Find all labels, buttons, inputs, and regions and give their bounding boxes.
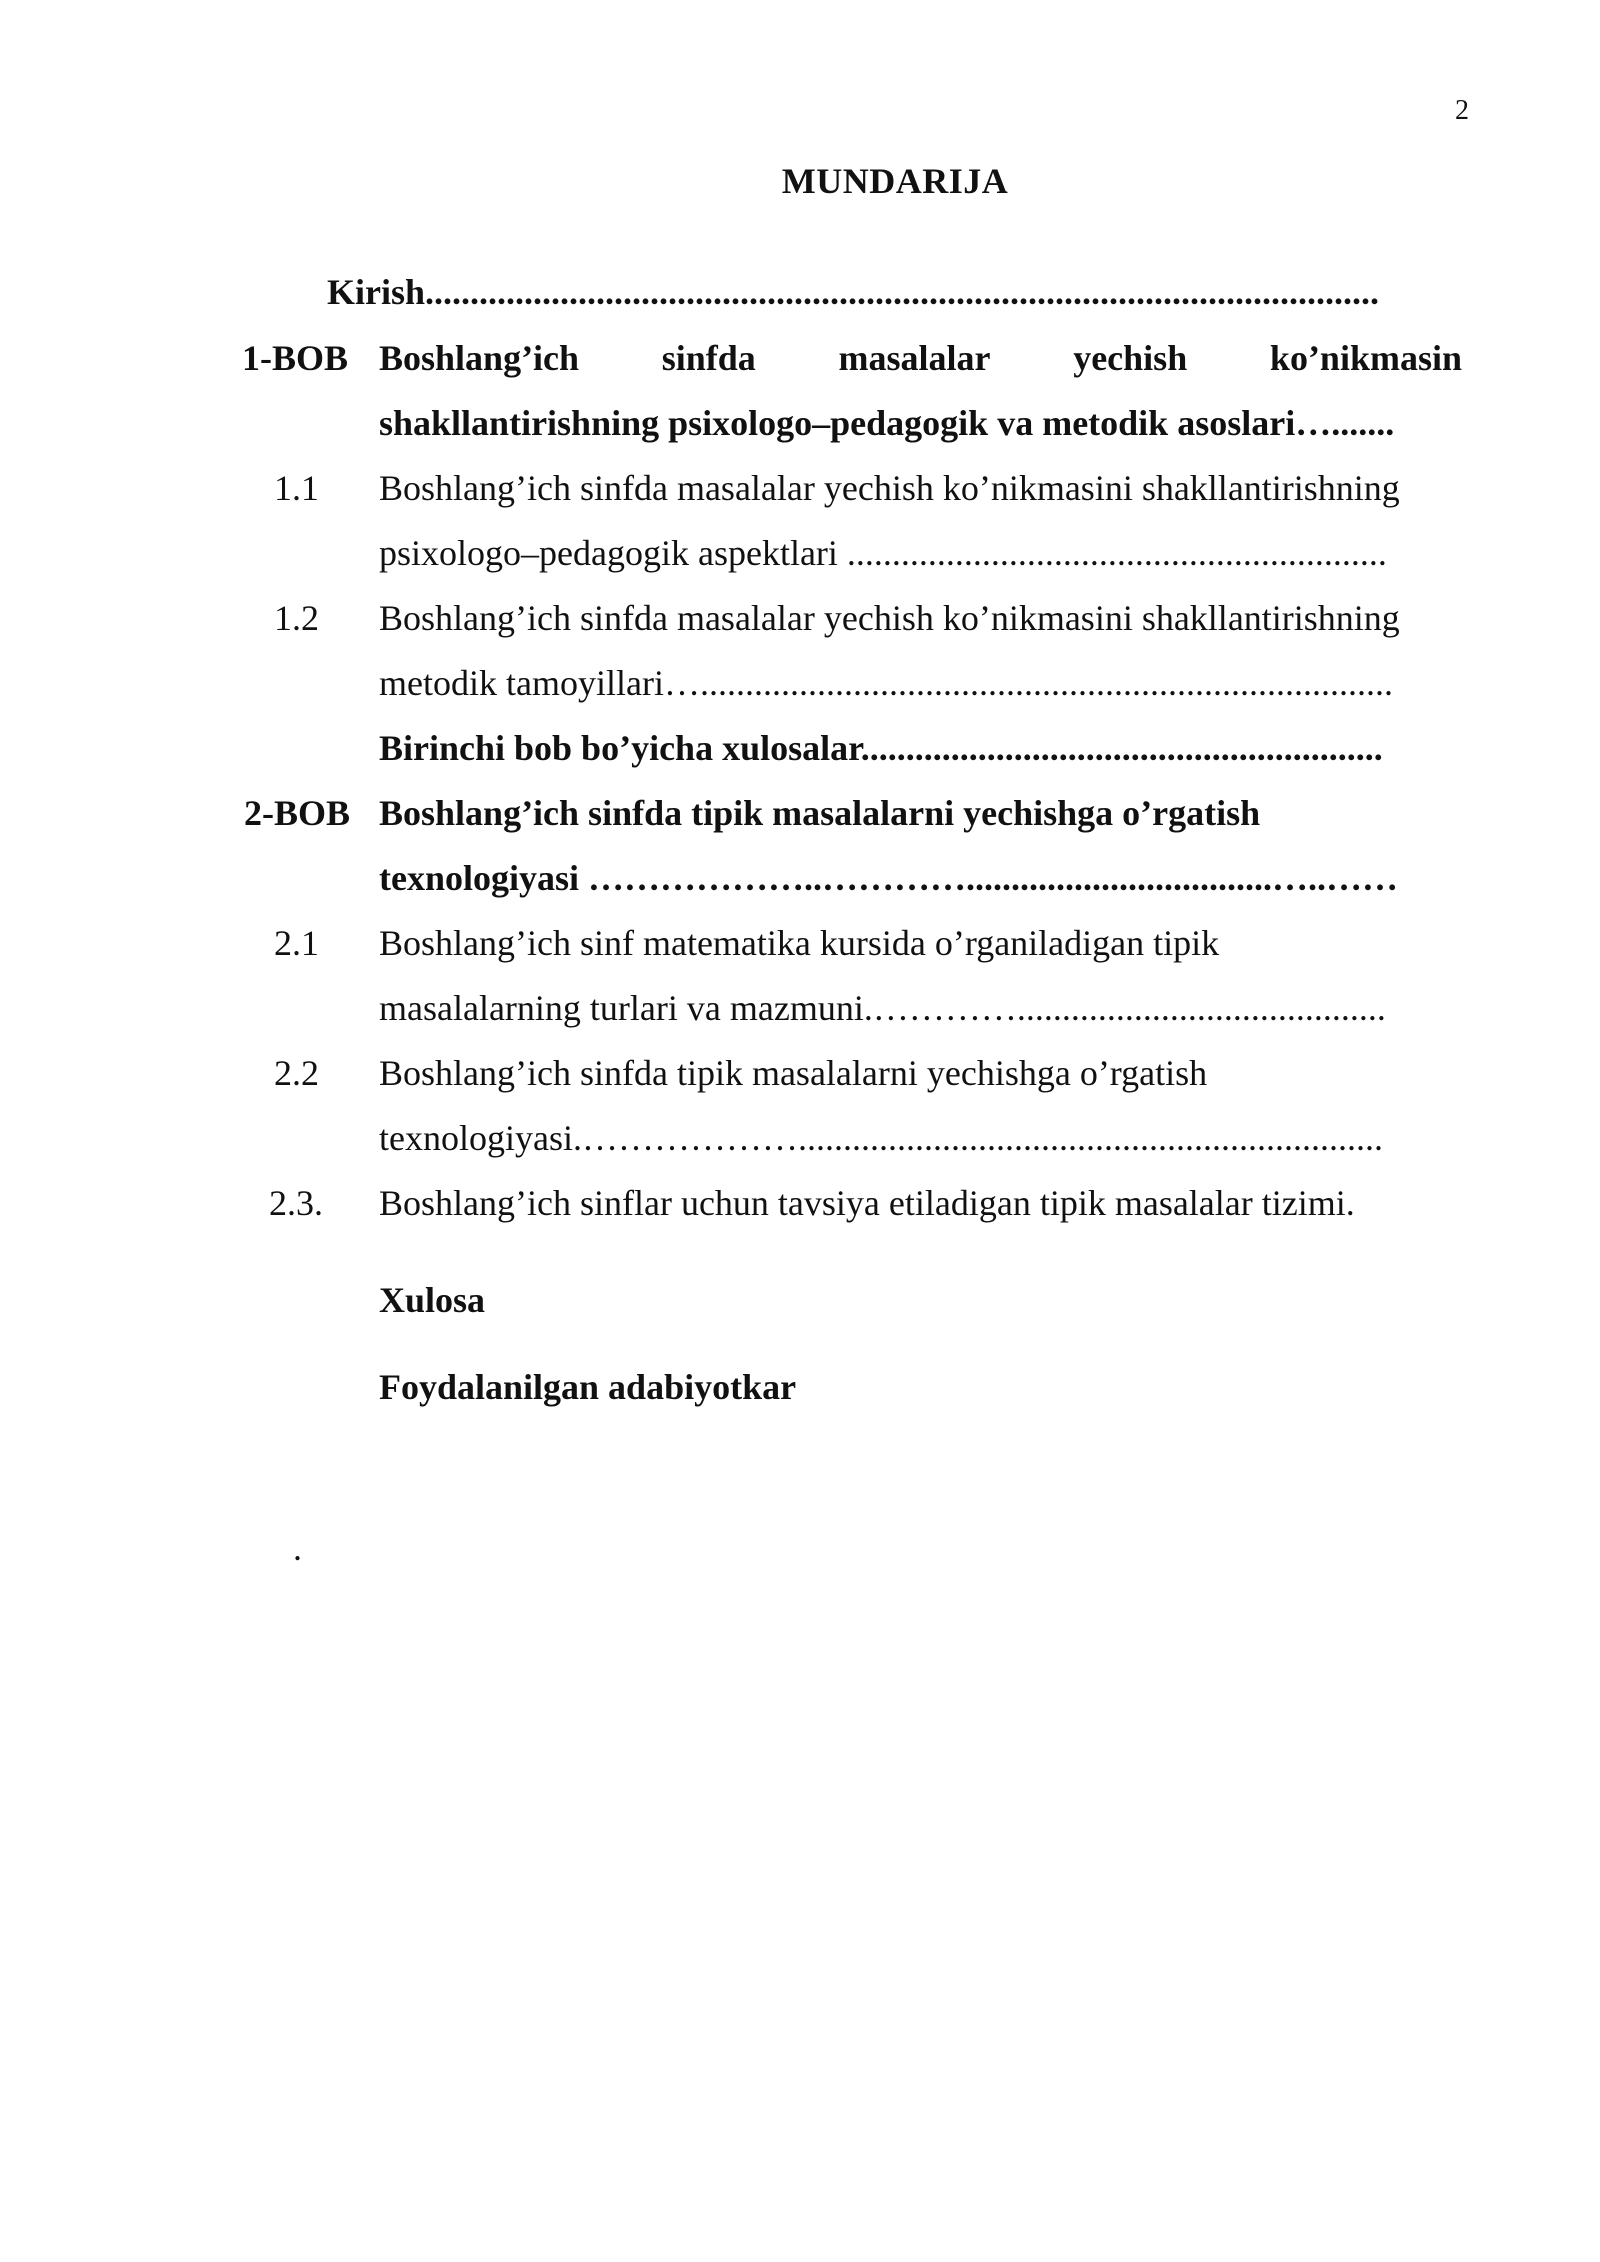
toc-entry-kirish: Kirish.......................................................................................................... [327,272,1380,312]
section-2-2-number: 2.2 [274,1053,319,1093]
chapter-2-title-line2: texnologiyasi ………………..…………..................................…..…… [379,858,1399,898]
section-1-1-number: 1.1 [274,468,319,508]
section-2-2-line2: texnologiyasi.………………................................................................. [379,1118,1383,1158]
section-1-2-number: 1.2 [274,598,319,638]
chapter-1-word: yechish [1073,338,1188,378]
section-2-2-line1: Boshlang’ich sinfda tipik masalalarni yechishga o’rgatish [379,1053,1208,1093]
chapter-2-number: 2-BOB [244,793,351,833]
section-1-1-line1: Boshlang’ich sinfda masalalar yechish ko’nikmasini shakllantirishning [379,468,1400,508]
chapter-1-summary: Birinchi bob bo’yicha xulosalar.......................................................... [379,728,1383,768]
section-2-1-line1: Boshlang’ich sinf matematika kursida o’rganiladigan tipik [379,923,1220,963]
chapter-1-word: sinfda [661,338,756,378]
chapter-1-word: masalalar [838,338,991,378]
section-1-2-line2: metodik tamoyillari…............................................................................. [379,663,1393,703]
toc-entry-references: Foydalanilgan adabiyotkar [379,1367,797,1407]
section-2-3-number: 2.3. [269,1183,323,1223]
chapter-1-title-line2: shakllantirishning psixologo–pedagogik va metodik asoslari…....... [379,403,1395,443]
page-title: MUNDARIJA [781,161,1009,201]
section-1-1-line2: psixologo–pedagogik aspektlari ............................................................ [379,533,1387,573]
section-2-1-line2: masalalarning turlari va mazmuni.…………......................................... [379,988,1386,1028]
toc-entry-conclusion: Xulosa [379,1280,486,1320]
page-number: 2 [1455,95,1469,126]
section-2-3-line1: Boshlang’ich sinflar uchun tavsiya etiladigan tipik masalalar tizimi. [379,1183,1355,1223]
trailing-dot: . [293,1528,302,1568]
section-2-1-number: 2.1 [274,923,319,963]
chapter-1-word: Boshlang’ich [379,338,580,378]
chapter-2-title-line1: Boshlang’ich sinfda tipik masalalarni yechishga o’rgatish [379,793,1261,833]
chapter-1-number: 1-BOB [242,338,349,378]
chapter-1-title-line1 [379,340,1462,376]
chapter-1-word: ko’nikmasin [1269,338,1462,378]
section-1-2-line1: Boshlang’ich sinfda masalalar yechish ko’nikmasini shakllantirishning [379,598,1400,638]
